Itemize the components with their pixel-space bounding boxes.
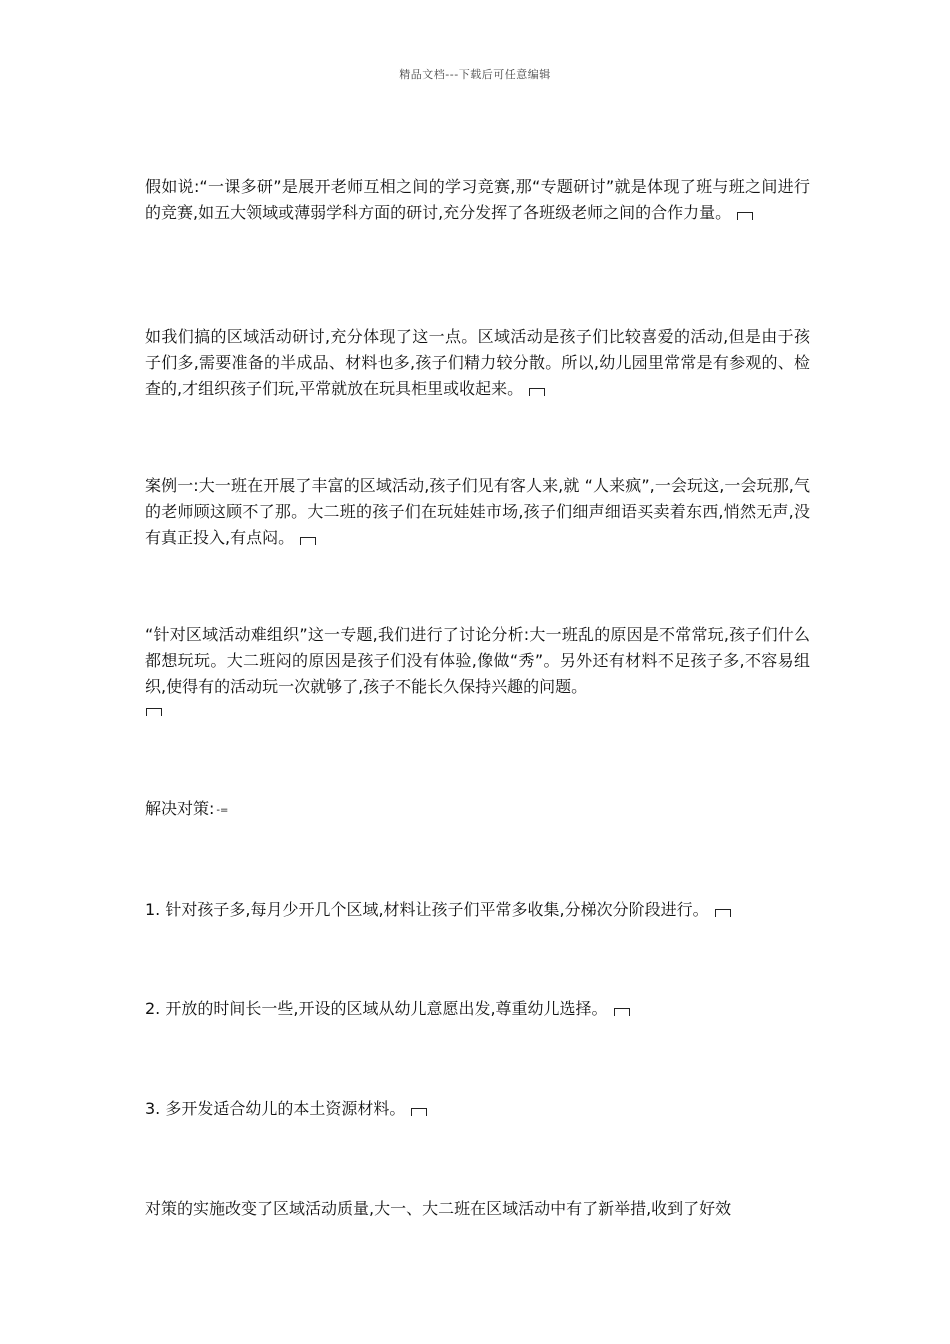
paragraph-1-text: 假如说:“一课多研”是展开老师互相之间的学习竞赛,那“专题研讨”就是体现了班与班之间进行的竞赛,如五大领域或薄弱学科方面的研讨,充分发挥了各班级老师之间的合作力量。 [145,177,810,222]
list-item-3-text: 3. 多开发适合幼儿的本土资源材料。 [145,1099,406,1118]
paragraph-4 [145,622,810,716]
paragraph-1 [145,174,810,226]
page-header: 精品文档---下载后可任意编辑 [399,68,551,81]
list-item-3 [145,1096,810,1122]
paragraph-4-text: “针对区域活动难组织”这一专题,我们进行了讨论分析:大一班乱的原因是不常常玩,孩子们什么都想玩玩。大二班闷的原因是孩子们没有体验,像做“秀”。另外还有材料不足孩子多,不容易组织,使得有的活动玩一次就够了,孩子不能长久保持兴趣的问题。 [145,625,810,696]
list-item-2 [145,996,810,1022]
paragraph-6 [145,1196,810,1222]
paragraph-2 [145,324,810,402]
paragraph-mark-icon [614,1008,630,1016]
paragraph-mark-glyph: -= [216,805,229,816]
paragraph-mark-icon [737,212,753,220]
paragraph-3 [145,473,810,551]
paragraph-mark-icon [300,537,316,545]
list-item-2-text: 2. 开放的时间长一些,开设的区域从幼儿意愿出发,尊重幼儿选择。 [145,999,608,1018]
list-item-1 [145,897,810,923]
paragraph-mark-icon [411,1108,427,1116]
paragraph-5-text: 解决对策: [145,799,215,818]
paragraph-2-text: 如我们搞的区域活动研讨,充分体现了这一点。区域活动是孩子们比较喜爱的活动,但是由于孩子们多,需要准备的半成品、材料也多,孩子们精力较分散。所以,幼儿园里常常是有参观的、检查的,才组织孩子们玩,平常就放在玩具柜里或收起来。 [145,327,810,398]
paragraph-mark-icon [715,909,731,917]
list-item-1-text: 1. 针对孩子多,每月少开几个区域,材料让孩子们平常多收集,分梯次分阶段进行。 [145,900,709,919]
paragraph-mark-icon [146,708,162,716]
paragraph-3-text: 案例一:大一班在开展了丰富的区域活动,孩子们见有客人来,就 “人来疯”,一会玩这,一会玩那,气的老师顾这顾不了那。大二班的孩子们在玩娃娃市场,孩子们细声细语买卖着东西,悄然无声,没有真正投入,有点闷。 [145,476,810,547]
paragraph-5 [145,796,810,824]
paragraph-6-text: 对策的实施改变了区域活动质量,大一、大二班在区域活动中有了新举措,收到了好效 [145,1199,732,1218]
paragraph-mark-icon [529,388,545,396]
